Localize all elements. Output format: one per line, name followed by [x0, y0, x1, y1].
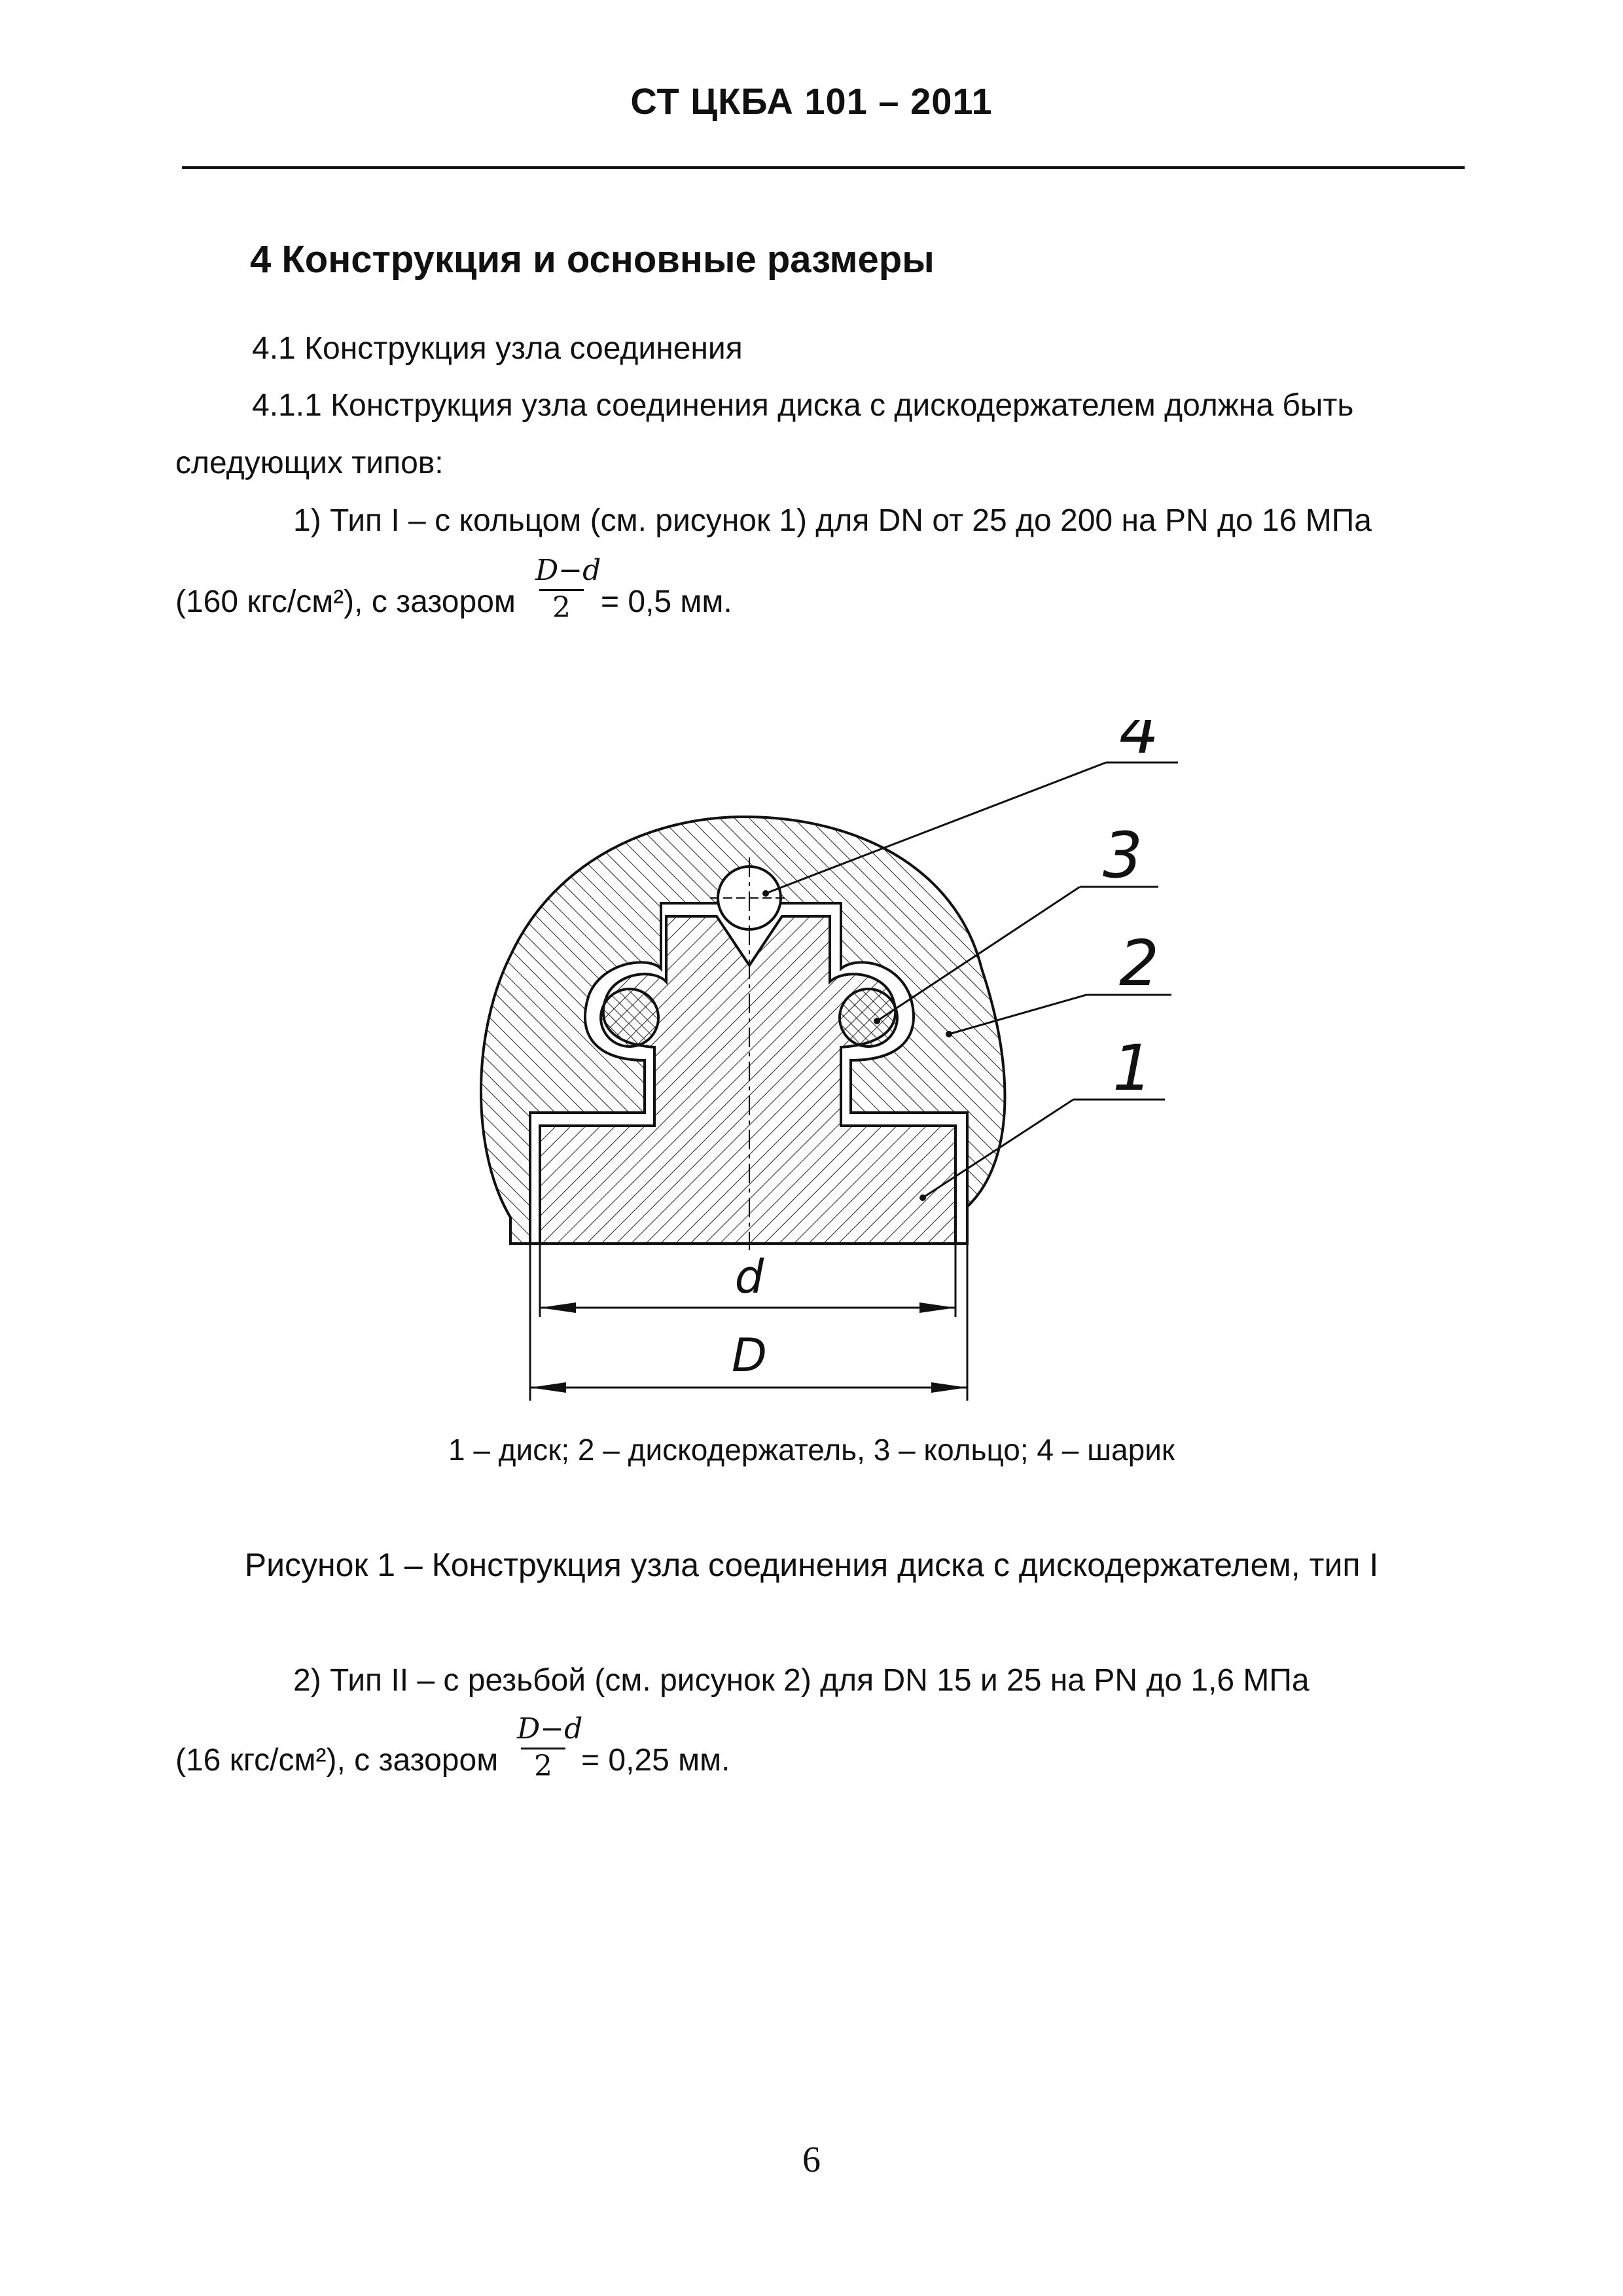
dim-arrow-D-right [931, 1382, 967, 1393]
paragraph-4-1: 4.1 Конструкция узла соединения [252, 331, 743, 366]
figure-1-drawing [458, 720, 1217, 1401]
dim-arrow-d-right [919, 1302, 955, 1313]
ring-right [840, 989, 897, 1047]
item-1-line1: 1) Тип I – с кольцом (см. рисунок 1) для DN от 25 до 200 на PN до 16 МПа [293, 503, 1372, 538]
document-header: СТ ЦКБА 101 – 2011 [630, 81, 993, 122]
callout-1: 1 [1113, 1031, 1153, 1105]
fraction-numerator: D−d [535, 554, 601, 587]
fraction-denominator: 2 [534, 1749, 552, 1783]
figure-legend: 1 – диск; 2 – дискодержатель, 3 – кольцо; 4 – шарик [448, 1433, 1175, 1467]
ring-left [601, 989, 658, 1047]
figure-1-svg [458, 720, 1217, 1401]
leader-dot-4 [762, 890, 769, 897]
gap-fraction-2 [517, 1712, 583, 1783]
fraction-denominator: 2 [552, 591, 571, 624]
item-2-line1: 2) Тип II – с резьбой (см. рисунок 2) для DN 15 и 25 на PN до 1,6 МПа [293, 1663, 1310, 1698]
item-1-line2-prefix: (160 кгс/см²), с зазором [175, 584, 516, 619]
callout-4: 4 [1119, 720, 1160, 768]
page-number: 6 [802, 2140, 821, 2180]
paragraph-4-1-1-line1: 4.1.1 Конструкция узла соединения диска с дискодержателем должна быть [252, 388, 1354, 423]
dim-arrow-d-left [540, 1302, 576, 1313]
leader-dot-2 [946, 1031, 952, 1037]
leader-dot-3 [874, 1018, 880, 1024]
gap-fraction-1 [535, 554, 601, 624]
figure-caption: Рисунок 1 – Конструкция узла соединения диска с дискодержателем, тип I [244, 1547, 1379, 1583]
leader-dot-1 [919, 1194, 926, 1201]
paragraph-4-1-1-line2: следующих типов: [175, 446, 444, 480]
item-2-line2-prefix: (16 кгс/см²), с зазором [175, 1743, 499, 1778]
dim-label-D: D [732, 1329, 767, 1382]
dim-arrow-D-left [530, 1382, 566, 1393]
dim-label-d: d [734, 1250, 764, 1304]
callout-2: 2 [1119, 927, 1160, 1000]
item-2-line2-suffix: = 0,25 мм. [581, 1743, 730, 1778]
header-rule [182, 166, 1465, 169]
fraction-numerator: D−d [517, 1712, 583, 1746]
callout-3: 3 [1103, 819, 1143, 892]
section-title: 4 Конструкция и основные размеры [250, 238, 935, 281]
item-1-line2-suffix: = 0,5 мм. [601, 584, 732, 619]
